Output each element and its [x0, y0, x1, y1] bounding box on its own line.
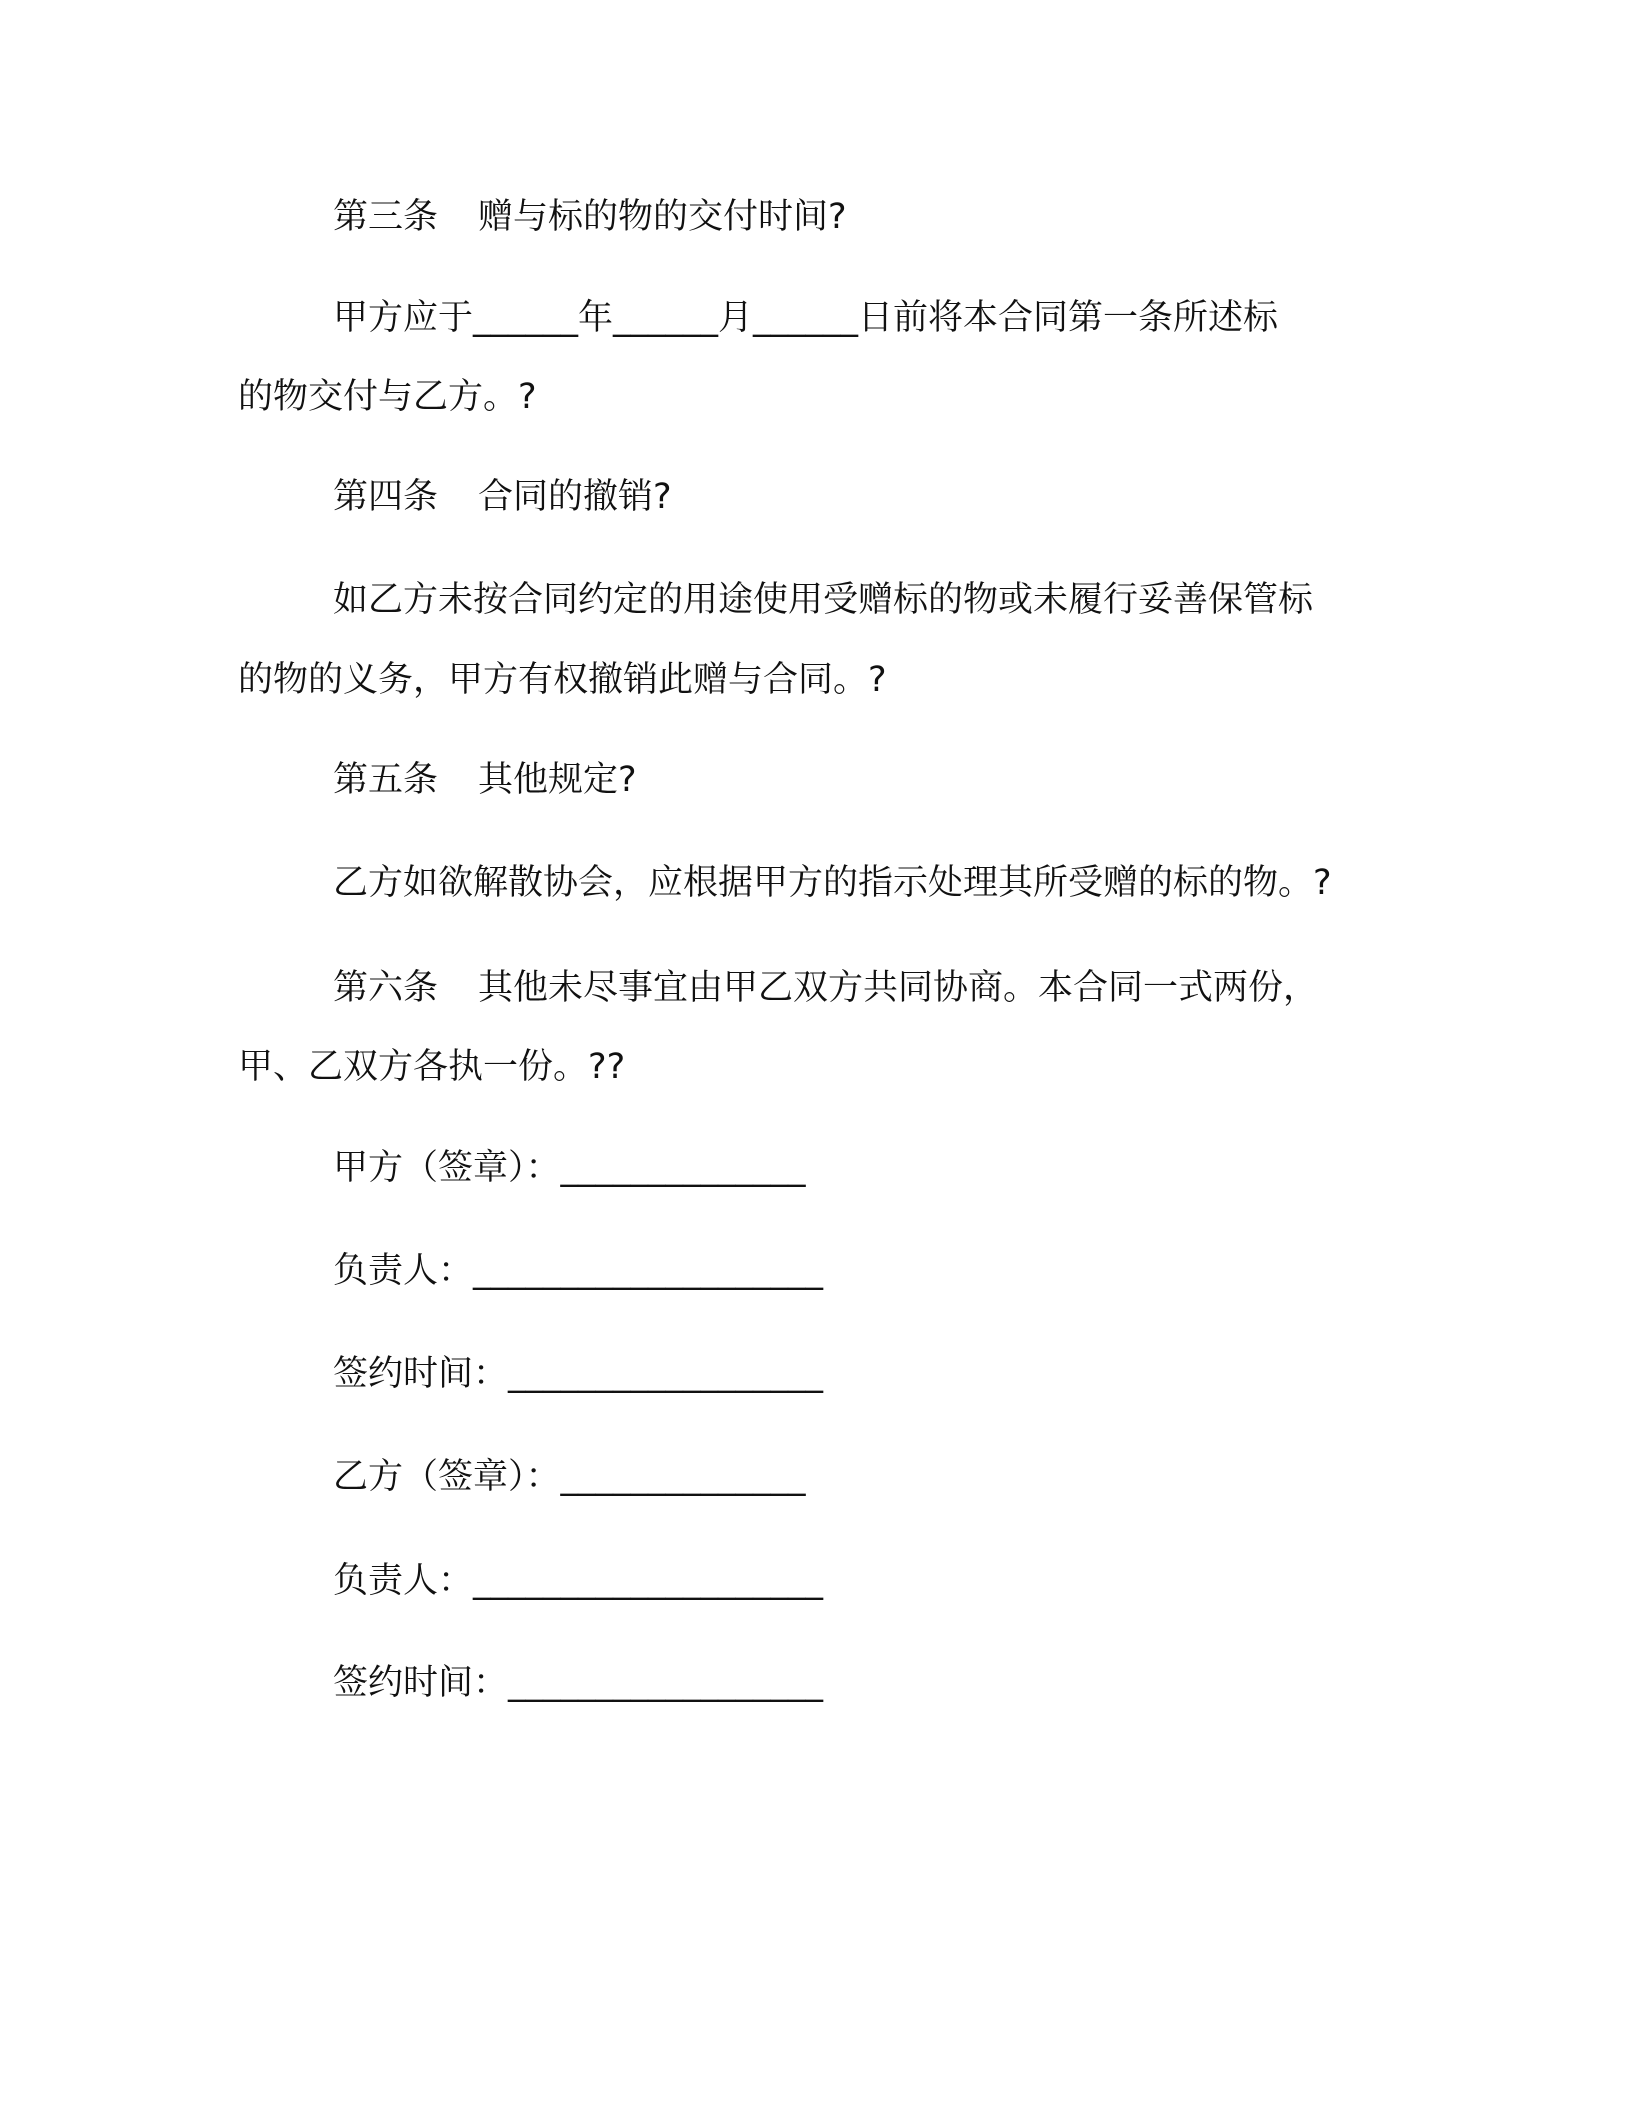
party-a-representative-field: 负责人：____________________ [333, 1251, 824, 1291]
article-4-title: 合同的撤销? [478, 477, 672, 517]
article-6-text: 其他未尽事宜由甲乙双方共同协商。本合同一式两份， [478, 968, 1319, 1008]
party-b-signing-date-field: 签约时间：__________________ [333, 1663, 824, 1703]
party-a-signing-date-field: 签约时间：__________________ [333, 1354, 824, 1394]
article-3-title: 赠与标的物的交付时间? [478, 197, 847, 237]
party-b-representative-field: 负责人：____________________ [333, 1561, 824, 1601]
article-3-paragraph-line-1: 甲方应于______年______月______日前将本合同第一条所述标 [333, 298, 1279, 338]
article-4-paragraph-line-1: 如乙方未按合同约定的用途使用受赠标的物或未履行妥善保管标 [333, 580, 1314, 620]
article-3-paragraph-line-2: 的物交付与乙方。? [238, 377, 537, 417]
article-4-number: 第四条 [333, 477, 439, 517]
article-5-paragraph: 乙方如欲解散协会，应根据甲方的指示处理其所受赠的标的物。? [333, 863, 1332, 903]
article-4-heading [0, 472, 1632, 522]
article-6-paragraph-line-2: 甲、乙双方各执一份。?? [238, 1047, 626, 1087]
article-3-heading [0, 192, 1632, 242]
party-b-signature-field: 乙方（签章）：______________ [333, 1457, 806, 1497]
article-4-paragraph-line-2: 的物的义务，甲方有权撤销此赠与合同。? [238, 660, 887, 700]
article-5-heading [0, 755, 1632, 805]
article-6-paragraph-line-1 [0, 963, 1632, 1013]
article-6-number: 第六条 [333, 968, 439, 1008]
article-5-number: 第五条 [333, 760, 439, 800]
article-3-number: 第三条 [333, 197, 439, 237]
article-5-title: 其他规定? [478, 760, 637, 800]
party-a-signature-field: 甲方（签章）：______________ [333, 1148, 806, 1188]
